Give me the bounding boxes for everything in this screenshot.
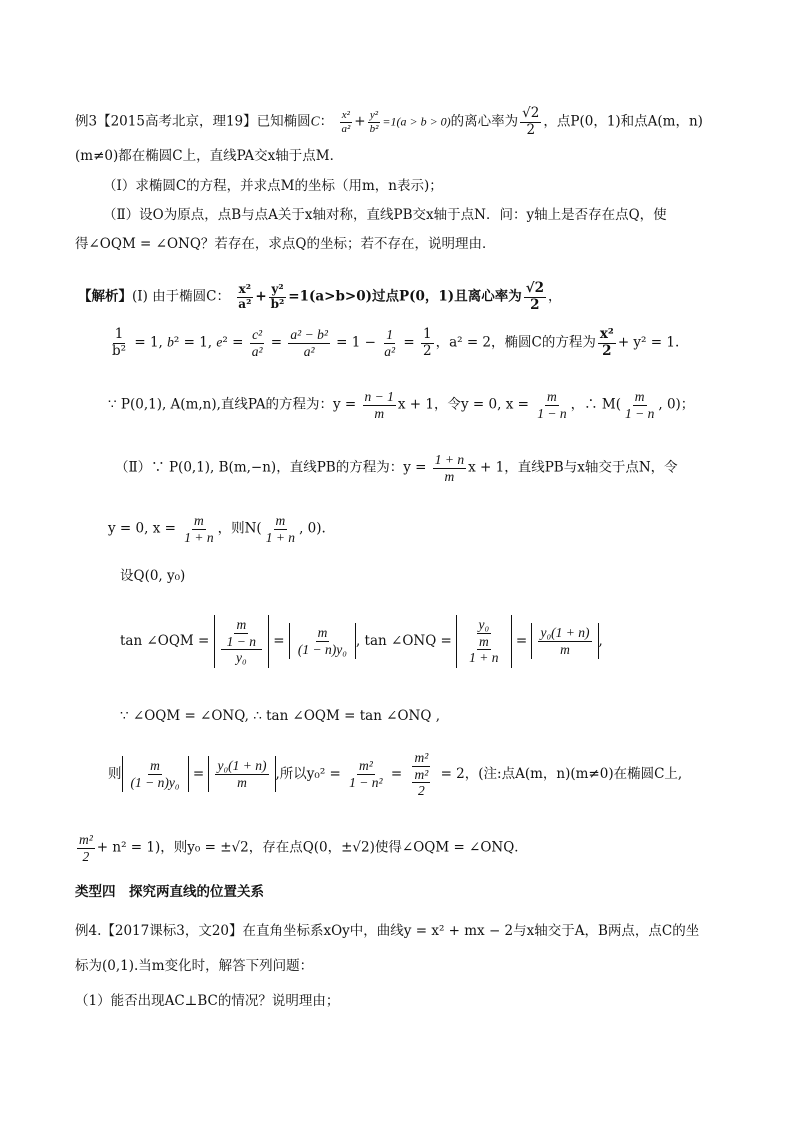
frac-den: 1 + n (469, 650, 499, 666)
fraction (623, 389, 656, 421)
example3-part2-a: （Ⅱ）设O为原点，点B与点A关于x轴对称，直线PB交x轴于点N．问：y轴上是否存在点Q，使 (103, 207, 667, 223)
frac-num: m (478, 633, 489, 649)
example3-line2: (m≠0)都在椭圆C上，直线PA交x轴于点M． (75, 148, 344, 164)
solution-heading: 【解析】 (78, 288, 132, 304)
frac-den: b² (112, 342, 127, 359)
example3-part1: （Ⅰ）求椭圆C的方程，并求点M的坐标（用m，n表示)； (103, 178, 443, 194)
solution-line5 (108, 513, 326, 545)
solution-text: 则 (108, 765, 122, 782)
frac-den: 1 − n (226, 633, 257, 649)
frac-den (463, 634, 504, 666)
frac-num: x² (341, 108, 350, 121)
fraction (264, 513, 297, 545)
frac-den: 2 (82, 848, 90, 864)
abs-value (289, 623, 356, 659)
fraction (110, 327, 128, 359)
abs-value (208, 756, 275, 792)
solution-text: x + 1，令y = 0, x = (397, 396, 529, 413)
fraction (221, 617, 262, 666)
frac-num: √2 (522, 105, 540, 121)
frac-den: a² (251, 343, 263, 359)
solution-line7: tan ∠OQM = $\frac{\frac{m}{1 - n}}{\text{y₀}}$ = $\frac{m}{\text{(1 − n)y₀}}$ , tan ∠ONQ = $\frac{\text{y₀}}{\frac{m}{1 + n}}$ = $\frac{\text{y₀(1 + n)}}{m}$ , (120, 615, 603, 668)
solution-text: + n² = 1)，则y₀ = ±√2，存在点Q(0，±√2)使得∠OQM = ∠ONQ． (96, 839, 528, 856)
frac-num: n − 1 (364, 389, 394, 404)
frac-den: b² (369, 122, 379, 135)
solution-text: (Ⅰ) 由于椭圆C： (132, 288, 230, 305)
solution-line8: ∵ ∠OQM = ∠ONQ, ∴ tan ∠OQM = tan ∠ONQ , (120, 708, 441, 724)
ellipse-label: C (310, 113, 320, 129)
ellipse-y-fraction (368, 109, 381, 135)
solution-line10 (75, 832, 528, 864)
solution-line4 (115, 452, 678, 484)
solution-line9: 则 $\frac{m}{\text{(1 − n)y₀}}$ = $\frac{\text{y₀(1 + n)}}{m}$ ,所以y₀² = $\frac{\text{m²}}{\text{1 − n²}}$ = $\frac{\text{m²}}{\frac{\text{m²}}{2}}$ = 2，(注:点A(m，n)(m≠0)在椭圆C上, (108, 750, 683, 799)
frac-den: a² (303, 343, 315, 359)
fraction (538, 625, 591, 657)
fraction (463, 617, 504, 666)
frac-num: y² (271, 281, 284, 296)
fraction (288, 327, 329, 359)
fraction (598, 327, 616, 359)
frac-num: m (194, 513, 204, 528)
frac-num: x² (238, 281, 252, 296)
frac-den: 1 − n (537, 405, 567, 421)
frac-num: a² − b² (290, 327, 328, 342)
solution-text: tan ∠OQM = (120, 632, 210, 649)
frac-den: 2 (530, 296, 540, 313)
example4-line1: 例4.【2017课标3，文20】在直角坐标系xOy中，曲线y = x² + mx − 2与x轴交于A，B两点，点C的坐 (75, 923, 700, 939)
frac-num: m² (414, 750, 429, 765)
frac-den: a² (238, 296, 252, 311)
frac-den: m (237, 774, 247, 790)
example3-part2-b: 得∠OQM = ∠ONQ？若存在，求点Q的坐标；若不存在，说明理由． (75, 236, 496, 252)
abs-value (214, 615, 269, 668)
ellipse-condition: =1(a > b > 0) (382, 114, 451, 129)
frac-num: 1 (114, 326, 124, 342)
frac-den: a² (384, 343, 396, 359)
frac-num (221, 617, 262, 650)
fraction (296, 625, 349, 657)
colon: ： (319, 113, 334, 130)
solution-line3 (108, 389, 694, 421)
ellipse-x-fraction (236, 283, 253, 312)
abs-value (122, 756, 189, 792)
eccentricity-fraction (524, 281, 546, 313)
example4-question1: （1）能否出现AC⊥BC的情况？说明理由； (75, 993, 340, 1009)
solution-text: , 0)； (658, 396, 695, 413)
solution-text: （Ⅱ）∵ P(0,1), B(m,−n)，直线PB的方程为：y = (115, 459, 427, 476)
frac-num: m² (79, 832, 93, 847)
fraction (77, 832, 95, 864)
abs-value (456, 615, 511, 668)
frac-num: y² (369, 108, 379, 121)
solution-line2: $\frac{1}{\text{b²}}$ = 1, b² = 1, e² = $\frac{\text{c²}}{\text{a²}}$ = $\frac{\text{a² − b²}}{\text{a²}}$ = 1 − $\frac{1}{\text{a²}}$ = $\frac{1}{2}$ ，a² = 2，椭圆C的方程为 $\frac{\text{x²}}{2}$ + y² = 1. (112, 326, 680, 359)
fraction (363, 389, 396, 421)
fraction (535, 389, 568, 421)
fraction (412, 767, 430, 799)
frac-num: m (275, 513, 286, 528)
ellipse-y-fraction (269, 283, 287, 312)
frac-num: c² (252, 327, 263, 342)
frac-den: 1 − n (624, 405, 655, 421)
solution-text: =1(a>b>0)过点P(0，1)且离心率为 (288, 288, 522, 305)
fraction (433, 452, 466, 484)
frac-den: 2 (526, 121, 536, 138)
example3-source: 例3【2015高考北京，理19】已知椭圆 (75, 113, 311, 130)
solution-line1 (78, 281, 561, 313)
type4-heading: 类型四 探究两直线的位置关系 (75, 884, 264, 899)
solution-text: ，∴ M( (570, 396, 621, 413)
frac-num: 1 (386, 327, 394, 342)
frac-den: 1 − n² (349, 774, 383, 790)
solution-line6: 设Q(0, y₀) (120, 568, 186, 584)
frac-num: y₀ (478, 617, 490, 632)
solution-text: x + 1，直线PB与x轴交于点N，令 (468, 459, 678, 476)
example4-line2: 标为(0,1).当m变化时，解答下列问题： (75, 958, 314, 974)
fraction (129, 758, 182, 790)
frac-den: (1 − n)y₀ (130, 774, 180, 790)
solution-text: y = 0, x = (108, 520, 176, 537)
solution-text: ,所以y₀² = (275, 765, 341, 782)
frac-den: 2 (422, 342, 432, 359)
plus-sign: + (255, 288, 267, 305)
frac-den: (1 − n)y₀ (297, 641, 347, 657)
fraction (467, 634, 500, 666)
example3-line1 (75, 106, 703, 138)
frac-den: b² (270, 296, 285, 311)
ellipse-x-fraction (339, 109, 352, 135)
fraction (215, 758, 268, 790)
frac-num: √2 (525, 280, 544, 296)
eccentricity-text: 的离心率为 (450, 113, 519, 130)
eccentricity-fraction (520, 106, 541, 138)
points-text: ，点P(0，1)和点A(m，n) (543, 113, 703, 130)
solution-text: + y² = 1. (617, 334, 680, 351)
frac-num: 1 + n (434, 452, 465, 467)
abs-value (531, 623, 598, 659)
frac-num: m (317, 625, 328, 641)
plus-sign: + (354, 113, 366, 130)
punct: ， (547, 288, 562, 305)
fraction (347, 758, 384, 790)
frac-num: x² (599, 326, 614, 342)
fraction (225, 617, 258, 649)
frac-den: 2 (602, 342, 612, 359)
frac-num: m (634, 389, 645, 404)
frac-num: y₀(1 + n) (217, 758, 267, 774)
frac-den: m (374, 405, 385, 421)
frac-den: 2 (418, 783, 425, 799)
frac-den: m (444, 468, 455, 484)
frac-den: a² (341, 122, 351, 135)
solution-text: ，则N( (217, 520, 262, 537)
frac-den: 1 + n (265, 529, 296, 545)
frac-num: m² (414, 766, 429, 782)
solution-text: , tan ∠ONQ = (355, 632, 452, 649)
solution-text: , 0). (299, 520, 326, 537)
frac-num: m (150, 758, 160, 774)
frac-num: m (547, 389, 557, 404)
fraction (421, 327, 434, 359)
solution-text: ∵ P(0,1), A(m,n),直线PA的方程为：y = (108, 396, 357, 413)
fraction (250, 327, 265, 359)
frac-den: 1 + n (184, 529, 214, 545)
fraction (382, 327, 397, 359)
frac-num: y₀(1 + n) (540, 625, 590, 641)
solution-text: = 2，(注:点A(m，n)(m≠0)在椭圆C上, (440, 765, 683, 782)
frac-num: 1 (422, 326, 432, 342)
fraction (408, 750, 434, 799)
solution-text: ，a² = 2，椭圆C的方程为 (435, 334, 596, 351)
frac-den (408, 767, 434, 799)
frac-num: m² (358, 758, 373, 774)
frac-den: m (560, 641, 570, 657)
frac-den: y₀ (235, 650, 247, 666)
frac-num: m (236, 617, 247, 632)
fraction (182, 513, 215, 545)
